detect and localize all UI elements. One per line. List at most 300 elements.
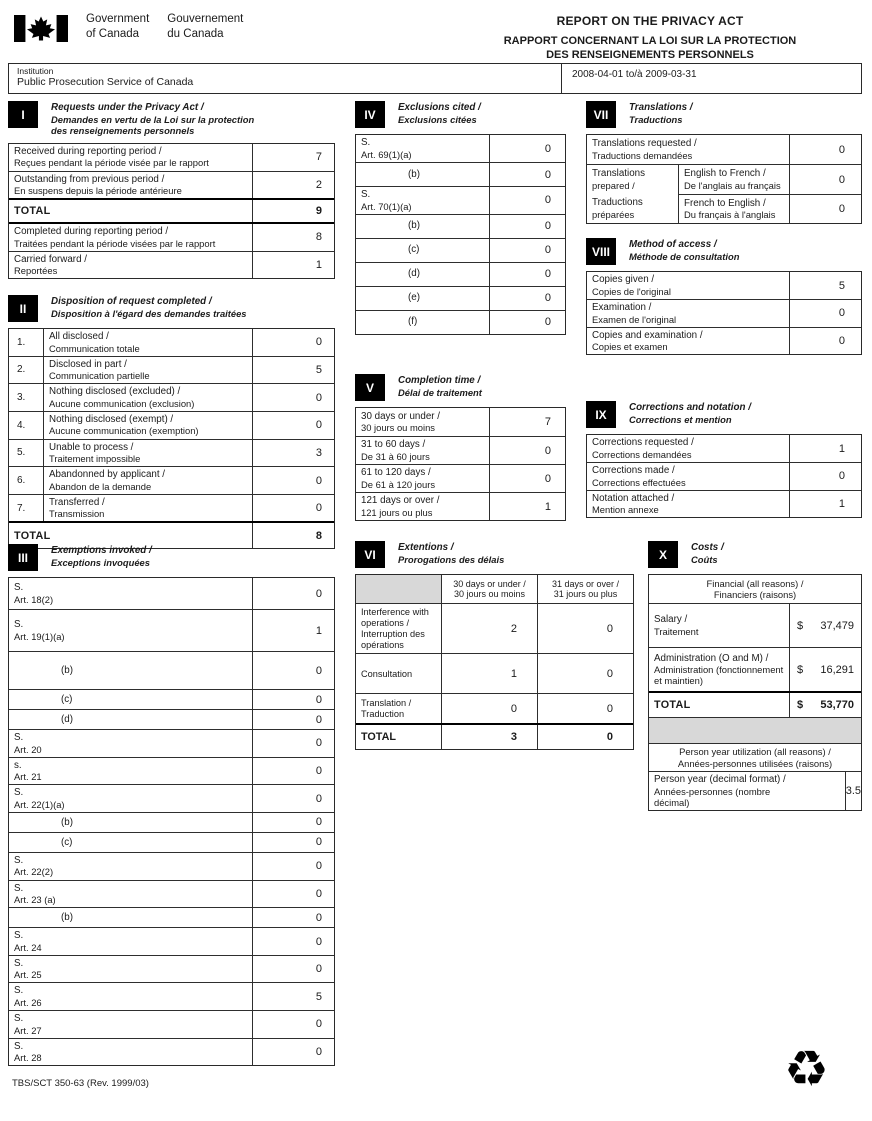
row-label xyxy=(356,493,489,520)
table-row xyxy=(649,771,861,810)
label-line: S. xyxy=(361,189,371,200)
label-line: 30 jours ou moins xyxy=(361,422,435,434)
row-value: 0 xyxy=(252,853,334,880)
table-row xyxy=(649,647,861,691)
label-line: Examen de l'original xyxy=(592,313,677,325)
label-line: TOTAL xyxy=(654,698,691,711)
label-line: Reportées xyxy=(14,265,58,277)
row-label xyxy=(649,604,789,647)
row-label xyxy=(9,853,252,880)
row-label xyxy=(356,187,489,214)
label-line: opérations xyxy=(361,639,404,650)
section-disposition xyxy=(8,295,335,549)
section-exclusions xyxy=(355,101,566,335)
row-label xyxy=(9,833,252,852)
label-line: Corrections and notation / xyxy=(629,402,751,413)
label-line: 31 jours ou plus xyxy=(553,589,618,599)
label-line: Method of access / xyxy=(629,239,717,250)
spacer-band xyxy=(649,717,861,743)
label-line: operations / xyxy=(361,617,410,628)
label-line: Abandon de la demande xyxy=(49,480,152,492)
label-line: Communication partielle xyxy=(49,370,150,382)
row-label xyxy=(44,329,252,356)
table-row xyxy=(356,436,565,464)
table-row-group xyxy=(587,164,861,223)
section-title xyxy=(51,101,254,137)
table-row xyxy=(9,784,334,812)
section-tab-I: I xyxy=(8,101,38,128)
label-line: 30 days or under / xyxy=(361,410,440,422)
label-line: Person year (decimal format) / xyxy=(654,774,786,785)
label-line: Copies and examination / xyxy=(592,329,703,341)
row-label xyxy=(587,135,789,164)
row-value: 0 xyxy=(252,384,334,411)
row-label xyxy=(356,287,489,310)
label-line: Art. 21 xyxy=(14,771,42,783)
label-line: Unable to process / xyxy=(49,441,134,453)
row-number: 7. xyxy=(9,495,44,522)
section-table xyxy=(8,143,335,280)
label-line: Financial (all reasons) / xyxy=(706,577,804,589)
table-row xyxy=(9,224,334,251)
row-label xyxy=(587,435,789,462)
section-header xyxy=(648,541,862,568)
row-label xyxy=(587,491,789,518)
row-label xyxy=(9,983,252,1010)
label-line: 121 days or over / xyxy=(361,495,440,507)
row-label xyxy=(9,956,252,983)
row-label xyxy=(44,467,252,494)
table-row xyxy=(587,327,861,355)
table-row xyxy=(356,492,565,520)
label-line: Années-personnes (nombre xyxy=(654,785,771,797)
row-value: 8 xyxy=(252,224,334,251)
section-header xyxy=(8,295,335,322)
label-line: Translations / xyxy=(629,102,693,113)
label-line: French to English / xyxy=(684,197,766,209)
row-label xyxy=(9,690,252,709)
section-table xyxy=(355,134,566,335)
row-label xyxy=(9,785,252,812)
section-exemptions xyxy=(8,544,335,1066)
label-line: S. xyxy=(14,619,24,631)
row-label xyxy=(356,239,489,262)
row-label xyxy=(587,463,789,490)
label-line: 31 to 60 days / xyxy=(361,439,426,451)
table-row xyxy=(587,490,861,518)
row-value: 0 xyxy=(252,928,334,955)
row-value: 2 xyxy=(252,172,334,199)
label-line: Coûts xyxy=(691,553,718,565)
row-label xyxy=(679,195,789,223)
row-value: 0 xyxy=(537,654,633,693)
label-line: Costs / xyxy=(691,542,724,553)
table-row xyxy=(9,812,334,832)
row-value: 0 xyxy=(252,730,334,757)
column-header xyxy=(537,575,633,603)
section-tab-III: III xyxy=(8,544,38,571)
table-row xyxy=(356,653,633,693)
row-label xyxy=(9,1011,252,1038)
row-label xyxy=(9,224,252,251)
row-label xyxy=(9,813,252,832)
label-line: Extentions / xyxy=(398,542,454,553)
section-tab-VII: VII xyxy=(586,101,616,128)
row-value: 0 xyxy=(252,1039,334,1066)
currency-symbol: $ xyxy=(797,663,804,676)
institution-label: Institution xyxy=(17,66,54,76)
section-title xyxy=(398,101,481,125)
label-line: Exceptions invoquées xyxy=(51,556,150,568)
row-label xyxy=(587,272,789,299)
row-value: 0 xyxy=(537,604,633,653)
table-row xyxy=(356,464,565,492)
label-line: Art. 23 (a) xyxy=(14,894,56,906)
table-row xyxy=(587,435,861,462)
label-line: Reçues pendant la période visée par le rapport xyxy=(14,157,209,169)
row-value xyxy=(789,604,861,647)
section-title xyxy=(629,401,751,425)
amount: 16,291 xyxy=(820,663,854,676)
label-line: Demandes en vertu de la Loi sur la protection xyxy=(51,113,255,125)
label-line: 31 days or over / xyxy=(551,578,620,589)
label-line: 61 to 120 days / xyxy=(361,467,431,479)
label-line: S. xyxy=(14,930,24,942)
row-label xyxy=(649,693,789,717)
label-line: Corrections et mention xyxy=(629,413,732,425)
table-row xyxy=(9,494,334,522)
label-line: Interruption des xyxy=(361,628,425,639)
label-line: Translation / xyxy=(361,698,412,709)
label-line: Received during reporting period / xyxy=(14,145,162,157)
label-line: Du français à l'anglais xyxy=(684,209,776,221)
government-wordmark-fr xyxy=(167,12,243,42)
label-line: Corrections made / xyxy=(592,465,675,476)
label-line: Traductions xyxy=(629,113,683,125)
row-label xyxy=(356,654,441,693)
label-line: Art. 27 xyxy=(14,1024,42,1036)
label-line: S. xyxy=(14,854,24,866)
table-row xyxy=(9,982,334,1010)
row-value: 0 xyxy=(252,881,334,908)
label-line: S. xyxy=(14,882,24,894)
table-row xyxy=(356,186,565,214)
row-label xyxy=(9,758,252,785)
label-line: Copies given / xyxy=(592,274,655,286)
table-row xyxy=(649,691,861,717)
section-table xyxy=(8,577,335,1066)
row-value: 0 xyxy=(252,467,334,494)
row-value: 2 xyxy=(441,604,537,653)
label-line: Années-personnes utilisées (raisons) xyxy=(677,757,833,769)
table-row xyxy=(587,299,861,327)
row-value: 0 xyxy=(252,813,334,832)
label-line: S. xyxy=(14,1013,24,1025)
table-row xyxy=(9,852,334,880)
institution-bar xyxy=(8,63,862,94)
row-value: 0 xyxy=(252,578,334,609)
row-value: 5 xyxy=(252,983,334,1010)
table-row xyxy=(587,272,861,299)
table-row xyxy=(9,198,334,224)
label-line: Traduction xyxy=(361,708,405,719)
section-tab-II: II xyxy=(8,295,38,322)
row-value: 0 xyxy=(789,165,861,194)
section-tab-V: V xyxy=(355,374,385,401)
row-value: 9 xyxy=(252,200,334,222)
label-line: 121 jours ou plus xyxy=(361,506,433,518)
row-label xyxy=(356,163,489,186)
currency-symbol: $ xyxy=(797,619,804,632)
row-value: 0 xyxy=(537,725,633,749)
row-value: 1 xyxy=(789,435,861,462)
label-line: Exclusions citées xyxy=(398,113,477,125)
row-label xyxy=(356,604,441,653)
table-row xyxy=(9,709,334,729)
row-value: 3 xyxy=(252,440,334,467)
row-value: 1 xyxy=(789,491,861,518)
section-title xyxy=(629,238,739,262)
report-title-en: REPORT ON THE PRIVACY ACT xyxy=(556,14,744,28)
label-line: Nothing disclosed (exempt) / xyxy=(49,413,174,425)
section-header xyxy=(8,101,335,137)
section-header xyxy=(8,544,335,571)
row-value: 0 xyxy=(489,239,565,262)
row-value: 0 xyxy=(489,135,565,162)
label-line: Art. 20 xyxy=(14,743,42,755)
table-row xyxy=(356,310,565,334)
row-label xyxy=(9,144,252,171)
row-label xyxy=(9,172,252,199)
label-line: Interference with xyxy=(361,607,429,617)
row-value: 0 xyxy=(441,694,537,723)
section-method-of-access xyxy=(586,238,862,355)
currency-symbol: $ xyxy=(797,699,804,711)
label-line: Méthode de consultation xyxy=(629,250,740,262)
row-value: 0 xyxy=(252,956,334,983)
row-number: 6. xyxy=(9,467,44,494)
row-value: 0 xyxy=(489,465,565,492)
row-label xyxy=(9,252,252,279)
row-value: 0 xyxy=(489,437,565,464)
label-line: De 61 à 120 jours xyxy=(361,478,436,490)
section-tab-VI: VI xyxy=(355,541,385,568)
row-label xyxy=(9,578,252,609)
label-line: 30 jours ou moins xyxy=(453,589,526,599)
label-line: Traductions demandées xyxy=(592,149,693,161)
report-title-fr-line: DES RENSEIGNEMENTS PERSONNELS xyxy=(546,49,754,62)
table-row xyxy=(356,408,565,436)
report-title-block xyxy=(438,14,862,63)
government-of-canada-signature xyxy=(14,12,243,42)
row-value: 0 xyxy=(252,329,334,356)
section-table xyxy=(586,271,862,355)
label-line: Art. 28 xyxy=(14,1052,42,1064)
label-line: Prorogations des délais xyxy=(398,553,505,565)
canada-flag-icon xyxy=(14,15,68,42)
label-line: Person year utilization (all reasons) / xyxy=(679,746,831,758)
table-row xyxy=(587,135,861,164)
row-number: 4. xyxy=(9,412,44,439)
label-line: Completed during reporting period / xyxy=(14,226,169,238)
label-line: Disposition of request completed / xyxy=(51,296,212,307)
label-line: Corrections effectuées xyxy=(592,476,686,488)
section-tab-X: X xyxy=(648,541,678,568)
amount: 37,479 xyxy=(820,619,854,632)
row-value: 0 xyxy=(489,215,565,238)
merged-row-label xyxy=(587,165,679,223)
table-row xyxy=(356,214,565,238)
label-line: Notation attached / xyxy=(592,492,675,504)
section-table xyxy=(586,134,862,224)
label-line: 30 days or under / xyxy=(453,578,526,589)
label-line: Art. 26 xyxy=(14,997,42,1009)
label-line: (b) xyxy=(408,220,420,232)
table-row xyxy=(356,238,565,262)
row-value: 0 xyxy=(252,690,334,709)
table-row xyxy=(9,466,334,494)
label-line: Abandonned by applicant / xyxy=(49,469,166,481)
table-row xyxy=(356,693,633,723)
row-value: 0 xyxy=(252,495,334,522)
section-header xyxy=(355,101,566,128)
section-costs xyxy=(648,541,862,811)
table-row xyxy=(9,927,334,955)
row-label xyxy=(649,648,789,691)
label-line: De l'anglais au français xyxy=(684,179,781,191)
label-line: Carried forward / xyxy=(14,253,87,265)
table-row xyxy=(9,1038,334,1066)
row-label xyxy=(44,495,252,522)
row-value: 0 xyxy=(789,195,861,223)
table-row xyxy=(679,194,861,223)
row-label xyxy=(356,135,489,162)
label-line: TOTAL xyxy=(14,529,51,542)
label-line: Requests under the Privacy Act / xyxy=(51,102,204,113)
label-line: S. xyxy=(361,137,371,149)
row-label xyxy=(9,908,252,927)
label-line: S. xyxy=(14,957,24,969)
label-line: Art. 18(2) xyxy=(14,593,54,605)
table-header-row xyxy=(356,575,633,603)
label-line: Traitement impossible xyxy=(49,453,141,465)
section-header xyxy=(355,541,634,568)
table-row xyxy=(356,262,565,286)
row-value: 0 xyxy=(489,187,565,214)
label-line: (c) xyxy=(61,836,73,848)
table-row xyxy=(9,955,334,983)
label-line: TOTAL xyxy=(361,731,396,744)
table-row xyxy=(9,578,334,609)
label-line: S. xyxy=(14,582,24,594)
label-line: (b) xyxy=(61,664,73,676)
section-requests xyxy=(8,101,335,279)
report-title-fr-line: RAPPORT CONCERNANT LA LOI SUR LA PROTECTION xyxy=(503,35,797,47)
label-line: Administration (O and M) / xyxy=(654,652,769,664)
row-label xyxy=(356,437,489,464)
label-line: S. xyxy=(14,985,24,997)
row-label xyxy=(356,725,441,749)
label-line: Disclosed in part / xyxy=(49,358,127,370)
row-label xyxy=(356,215,489,238)
section-completion-time xyxy=(355,374,566,521)
row-label xyxy=(44,412,252,439)
row-value: 5 xyxy=(252,357,334,384)
table-row xyxy=(356,723,633,749)
row-label xyxy=(356,311,489,334)
row-number: 1. xyxy=(9,329,44,356)
label-line: Aucune communication (exemption) xyxy=(49,425,199,437)
section-table xyxy=(8,328,335,549)
section-title xyxy=(398,374,482,398)
table-row xyxy=(356,135,565,162)
section-title xyxy=(398,541,504,565)
label-line: Exemptions invoked / xyxy=(51,545,152,556)
section-header xyxy=(586,401,862,428)
label-line: s. xyxy=(14,759,22,771)
label-line: Délai de traitement xyxy=(398,386,482,398)
label-line: Translations requested / xyxy=(592,138,697,150)
government-wordmark-en xyxy=(86,12,149,42)
section-tab-IV: IV xyxy=(355,101,385,128)
section-title xyxy=(51,295,247,319)
label-line: et maintien) xyxy=(654,675,703,687)
label-line: Outstanding from previous period / xyxy=(14,173,165,185)
section-table xyxy=(648,574,862,811)
label-line: S. xyxy=(14,1040,24,1052)
row-label xyxy=(9,730,252,757)
row-value: 1 xyxy=(441,654,537,693)
row-label xyxy=(679,165,789,194)
table-row xyxy=(649,603,861,647)
row-label xyxy=(587,300,789,327)
row-value: 0 xyxy=(252,710,334,729)
label-line: des renseignements personnels xyxy=(51,125,195,137)
label-line: Art. 25 xyxy=(14,969,42,981)
label-line: Traitement xyxy=(654,625,699,637)
section-tab-IX: IX xyxy=(586,401,616,428)
label-line: Art. 24 xyxy=(14,941,42,953)
row-label xyxy=(356,694,441,723)
row-number: 3. xyxy=(9,384,44,411)
label-line: Art. 19(1)(a) xyxy=(14,630,65,642)
row-value: 0 xyxy=(489,287,565,310)
row-value: 3.5 xyxy=(845,772,861,810)
row-value: 0 xyxy=(789,463,861,490)
row-value: 1 xyxy=(489,493,565,520)
label-line: Aucune communication (exclusion) xyxy=(49,397,195,409)
row-label xyxy=(9,1039,252,1066)
row-value: 7 xyxy=(252,144,334,171)
label-line: Administration (fonctionnement xyxy=(654,664,784,676)
label-line: Examination / xyxy=(592,302,652,313)
table-row xyxy=(9,171,334,199)
label-line: En suspens depuis la période antérieure xyxy=(14,185,182,197)
section-tab-VIII: VIII xyxy=(586,238,616,265)
label-line: (b) xyxy=(61,816,73,828)
label-line: Corrections demandées xyxy=(592,448,692,460)
label-line: prepared / xyxy=(592,179,635,191)
label-line: Completion time / xyxy=(398,375,481,386)
label-line: Translations xyxy=(592,168,645,179)
government-wordmark-line: du Canada xyxy=(167,27,224,40)
label-line: (b) xyxy=(408,168,420,180)
section-title xyxy=(51,544,152,568)
label-line: Transmission xyxy=(49,508,105,520)
row-value: 3 xyxy=(441,725,537,749)
table-row xyxy=(9,907,334,927)
label-line: Copies de l'original xyxy=(592,285,671,297)
